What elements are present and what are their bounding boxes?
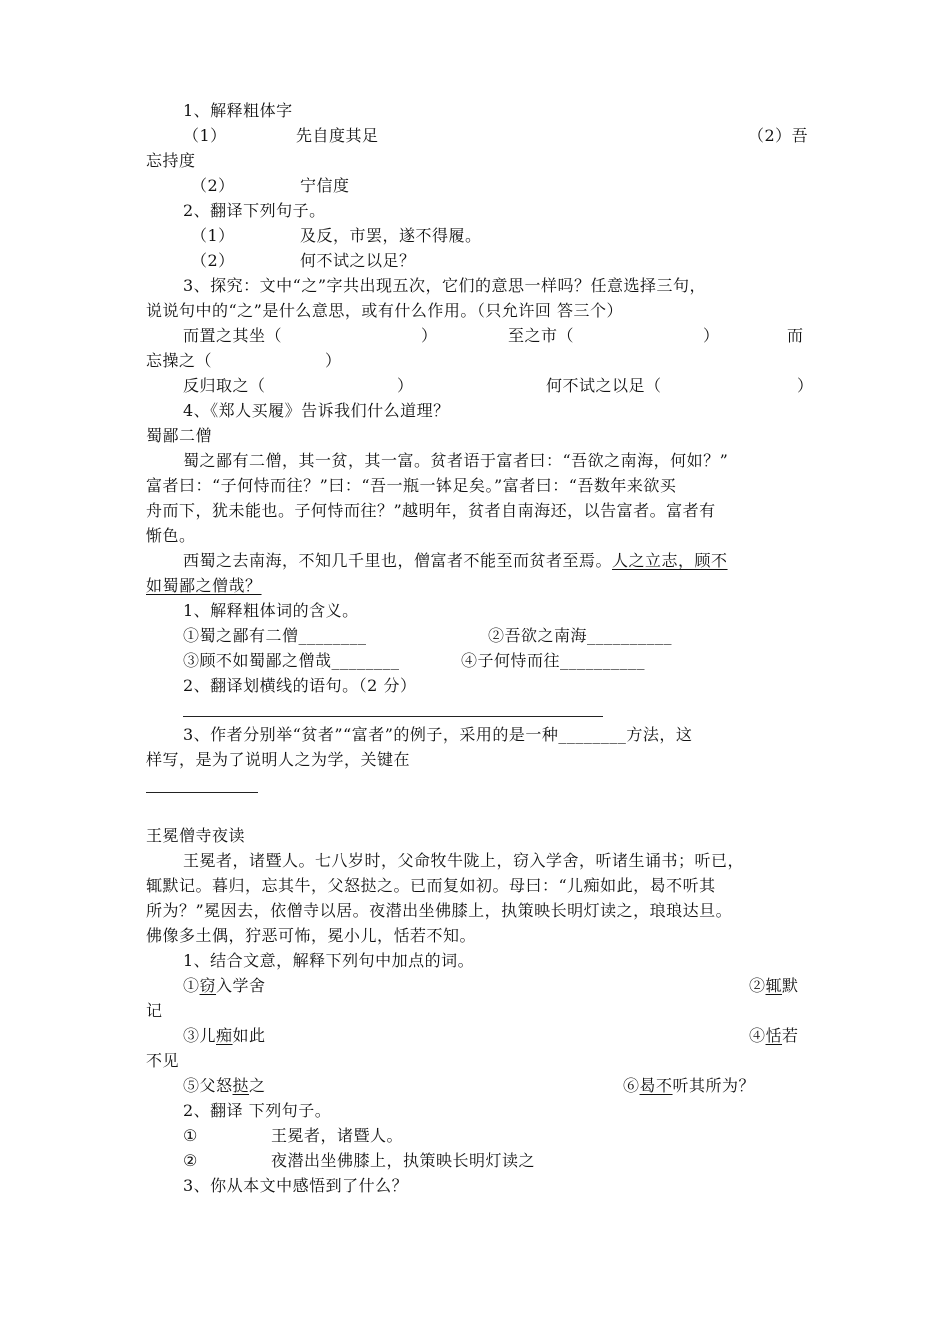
s3-q1-c-mark: 痴 (216, 1026, 233, 1045)
s2-q1-a: ①蜀之鄙有二僧________ (183, 626, 367, 645)
s1-q1-item3-text: 宁信度 (300, 176, 350, 195)
s1-q3-opt2: 至之市（ (508, 326, 575, 345)
s1-q4: 4、《郑人买履》告诉我们什么道理？ (183, 401, 450, 420)
s1-q2-item1-label: （1） (191, 226, 235, 245)
s3-q1-d-num: ④ (749, 1026, 766, 1045)
s3-p-line2: 辄默记。暮归，忘其牛，父怒挞之。已而复如初。母曰：“儿痴如此，曷不听其 (146, 876, 716, 895)
s1-q3-opt5: 何不试之以足（ (546, 376, 662, 395)
s1-q1-item1-label: （1） (183, 126, 227, 145)
s3-q1-a-mark: 窃 (199, 976, 217, 995)
s2-title: 蜀鄙二僧 (146, 426, 213, 445)
s3-q1-c-rest: 如此 (232, 1026, 266, 1045)
s1-q3-opt1-close: ） (421, 326, 438, 345)
s2-q1-d: ④子何恃而往__________ (461, 651, 646, 670)
s3-q1-b-num: ② (749, 976, 766, 995)
s2-q1-c: ③顾不如蜀鄙之僧哉________ (183, 651, 400, 670)
s3-q1-b-rest: 默 (782, 976, 799, 995)
s3-q2-a-label: ① (183, 1126, 198, 1145)
s3-q2-b-text: 夜潜出坐佛膝上，执策映长明灯读之 (271, 1151, 536, 1170)
s3-q1-b-mark: 辄 (765, 976, 783, 995)
s2-p1-line2: 富者曰：“子何恃而往？”曰：“吾一瓶一钵足矣。”富者曰：“吾数年来欲买 (146, 476, 677, 495)
s3-q1-d (749, 1026, 799, 1046)
s2-p1-line4: 惭色。 (146, 526, 196, 545)
s3-title: 王冕僧寺夜读 (146, 826, 246, 845)
s3-q1-f-num: ⑥ (623, 1076, 640, 1095)
s1-q3-opt5-close: ） (797, 376, 814, 395)
s3-q1-b (749, 976, 799, 996)
s3-q1-f-rest: 听其所为？ (672, 1076, 756, 1095)
s2-p2-line1 (183, 551, 728, 571)
s2-p2-underlined-a: 人之立志，顾不 (612, 551, 728, 570)
s2-q2-answer-line (183, 716, 603, 717)
s2-p2-underlined-b: 如蜀鄙之僧哉？ (146, 576, 262, 595)
s1-q3-line2: 说说句中的“之”是什么意思，或有什么作用。（只允许回 答三个） (146, 301, 623, 320)
s3-q1-b-wrap: 记 (146, 1001, 163, 1020)
s3-q2-a-text: 王冕者，诸暨人。 (271, 1126, 404, 1145)
s3-q2-b-label: ② (183, 1151, 198, 1170)
s3-q1-d-wrap: 不见 (146, 1051, 180, 1070)
s1-q1-title: 1、解释粗体字 (183, 101, 293, 120)
s2-q3-line2: 样写，是为了说明人之为学，关键在 (146, 750, 411, 769)
s3-p-line3: 所为？”冕因去，依僧寺以居。夜潜出坐佛膝上，执策映长明灯读之，琅琅达旦。 (146, 901, 733, 920)
s1-q3-opt1: 而置之其坐（ (183, 326, 283, 345)
s1-q3-opt3-a: 而 (787, 326, 804, 345)
s2-q1-title: 1、解释粗体词的含义。 (183, 601, 359, 620)
s3-q1-e-rest: 之 (249, 1076, 266, 1095)
s1-q1-item2-text: 忘持度 (146, 151, 196, 170)
s1-q3-opt3-close: ） (325, 351, 342, 370)
s1-q3-opt4: 反归取之（ (183, 376, 266, 395)
s2-p2-line1-plain: 西蜀之去南海，不知几千里也，僧富者不能至而贫者至焉。 (183, 551, 613, 570)
s1-q2-item2-label: （2） (191, 251, 235, 270)
s1-q1-item1-text: 先自度其足 (296, 126, 379, 145)
s3-q1-c (183, 1026, 266, 1046)
s1-q1-item2-label: （2）吾 (748, 126, 809, 145)
s1-q1-item3-label: （2） (191, 176, 235, 195)
s3-p-line4: 佛像多土偶，狞恶可怖，冕小儿，恬若不知。 (146, 926, 477, 945)
s3-p-line1: 王冕者，诸暨人。七八岁时，父命牧牛陇上，窃入学舍，听诸生诵书；听已， (183, 851, 745, 870)
s3-q1-title: 1、结合文意，解释下列句中加点的词。 (183, 951, 475, 970)
s1-q2-item2-text: 何不试之以足？ (300, 251, 416, 270)
s1-q3-line1: 3、探究：文中“之”字共出现五次，它们的意思一样吗？任意选择三句， (183, 276, 707, 295)
s3-q1-a-rest: 入学舍 (216, 976, 266, 995)
s3-q1-e-num: ⑤父怒 (183, 1076, 233, 1095)
s1-q2-title: 2、翻译下列句子。 (183, 201, 326, 220)
s1-q3-opt3-b: 忘操之（ (146, 351, 213, 370)
s3-q1-d-rest: 若 (782, 1026, 799, 1045)
s3-q1-d-mark: 恬 (765, 1026, 783, 1045)
s2-q3-line1: 3、作者分别举“贫者”“富者”的例子，采用的是一种________方法，这 (183, 725, 693, 744)
s3-q1-a-num: ① (183, 976, 200, 995)
s3-q1-f-mark: 曷不 (639, 1076, 673, 1095)
s3-q3: 3、你从本文中感悟到了什么？ (183, 1176, 409, 1195)
s2-p1-line1: 蜀之鄙有二僧，其一贫，其一富。贫者语于富者曰：“吾欲之南海，何如？” (183, 451, 729, 470)
s2-q3-answer-line (146, 792, 258, 793)
s3-q2-title: 2、翻译 下列句子。 (183, 1101, 332, 1120)
s2-q1-b: ②吾欲之南海__________ (488, 626, 673, 645)
s1-q3-opt4-close: ） (397, 376, 414, 395)
s1-q2-item1-text: 及反，市罢，遂不得履。 (300, 226, 482, 245)
s3-q1-a (183, 976, 266, 996)
s1-q3-opt2-close: ） (703, 326, 720, 345)
s2-p1-line3: 舟而下，犹未能也。子何恃而往？”越明年，贫者自南海还，以告富者。富者有 (146, 501, 716, 520)
s2-q2-title: 2、翻译划横线的语句。（2 分） (183, 676, 417, 695)
s3-q1-c-num: ③儿 (183, 1026, 217, 1045)
s3-q1-e (183, 1076, 266, 1096)
s3-q1-e-mark: 挞 (232, 1076, 250, 1095)
s3-q1-f (623, 1076, 755, 1096)
